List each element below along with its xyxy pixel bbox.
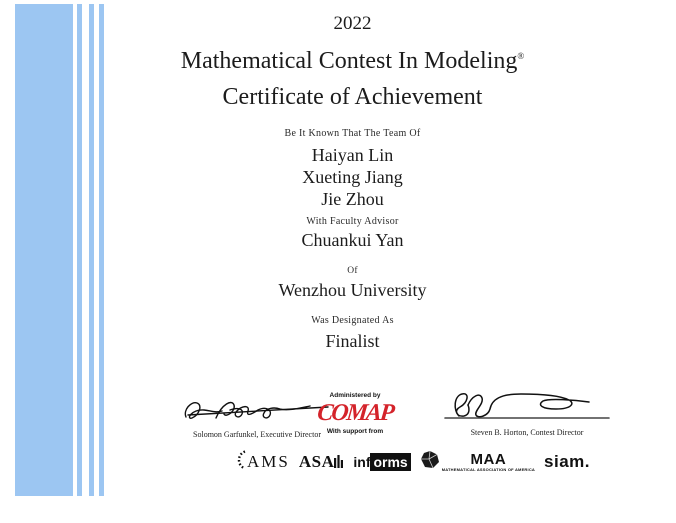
team-member-2: Xueting Jiang: [302, 167, 403, 187]
comap-logo: COMAP: [315, 400, 395, 426]
support-label: With support from: [326, 428, 384, 435]
maa-icosahedron-icon: [420, 450, 440, 474]
maa-text-block: [442, 452, 535, 472]
registered-mark: ®: [517, 51, 525, 61]
asa-bars-icon: [334, 452, 344, 473]
informs-prefix: inf: [353, 454, 371, 470]
ams-logo: [233, 450, 290, 475]
left-stripe-thin-2: [89, 4, 94, 496]
left-stripe-wide: [15, 4, 73, 496]
administered-by-label: Administered by: [329, 392, 381, 399]
left-stripe-thin-3: [99, 4, 104, 496]
siam-label: siam.: [544, 452, 590, 471]
designation-value: Finalist: [325, 331, 380, 351]
executive-director-name: Solomon Garfunkel, Executive Director: [193, 430, 321, 439]
maa-caption: MATHEMATICAL ASSOCIATION OF AMERICA: [441, 467, 536, 472]
sponsor-logo-row: [233, 448, 590, 476]
team-member-3: Jie Zhou: [321, 189, 384, 209]
informs-boxed: orms: [370, 453, 410, 471]
certificate-title: [105, 48, 600, 75]
asa-label: ASA: [298, 452, 335, 471]
siam-logo: [544, 452, 590, 472]
certificate-year: 2022: [333, 13, 372, 34]
asa-logo: [299, 452, 345, 473]
certificate-subtitle: Certificate of Achievement: [222, 84, 483, 110]
left-stripe-thin-1: [77, 4, 82, 496]
advisor-label: With Faculty Advisor: [306, 216, 399, 227]
maa-logo: [420, 450, 535, 474]
designation-label: Was Designated As: [311, 315, 394, 326]
ams-arc-icon: [233, 450, 246, 475]
contest-director-name: Steven B. Horton, Contest Director: [470, 428, 584, 437]
ams-label: AMS: [247, 452, 290, 471]
signature-block-contest-director: [441, 388, 613, 437]
administered-by-block: [300, 392, 410, 435]
contest-director-signature-icon: [443, 409, 611, 426]
of-label: Of: [347, 266, 358, 276]
institution-name: Wenzhou University: [278, 280, 427, 300]
advisor-name: Chuankui Yan: [301, 230, 404, 250]
certificate-title-text: Mathematical Contest In Modeling: [180, 48, 518, 74]
preamble-label: Be It Known That The Team Of: [284, 128, 421, 139]
informs-logo: [353, 453, 410, 471]
team-member-1: Haiyan Lin: [311, 145, 394, 165]
maa-label: MAA: [470, 451, 507, 468]
